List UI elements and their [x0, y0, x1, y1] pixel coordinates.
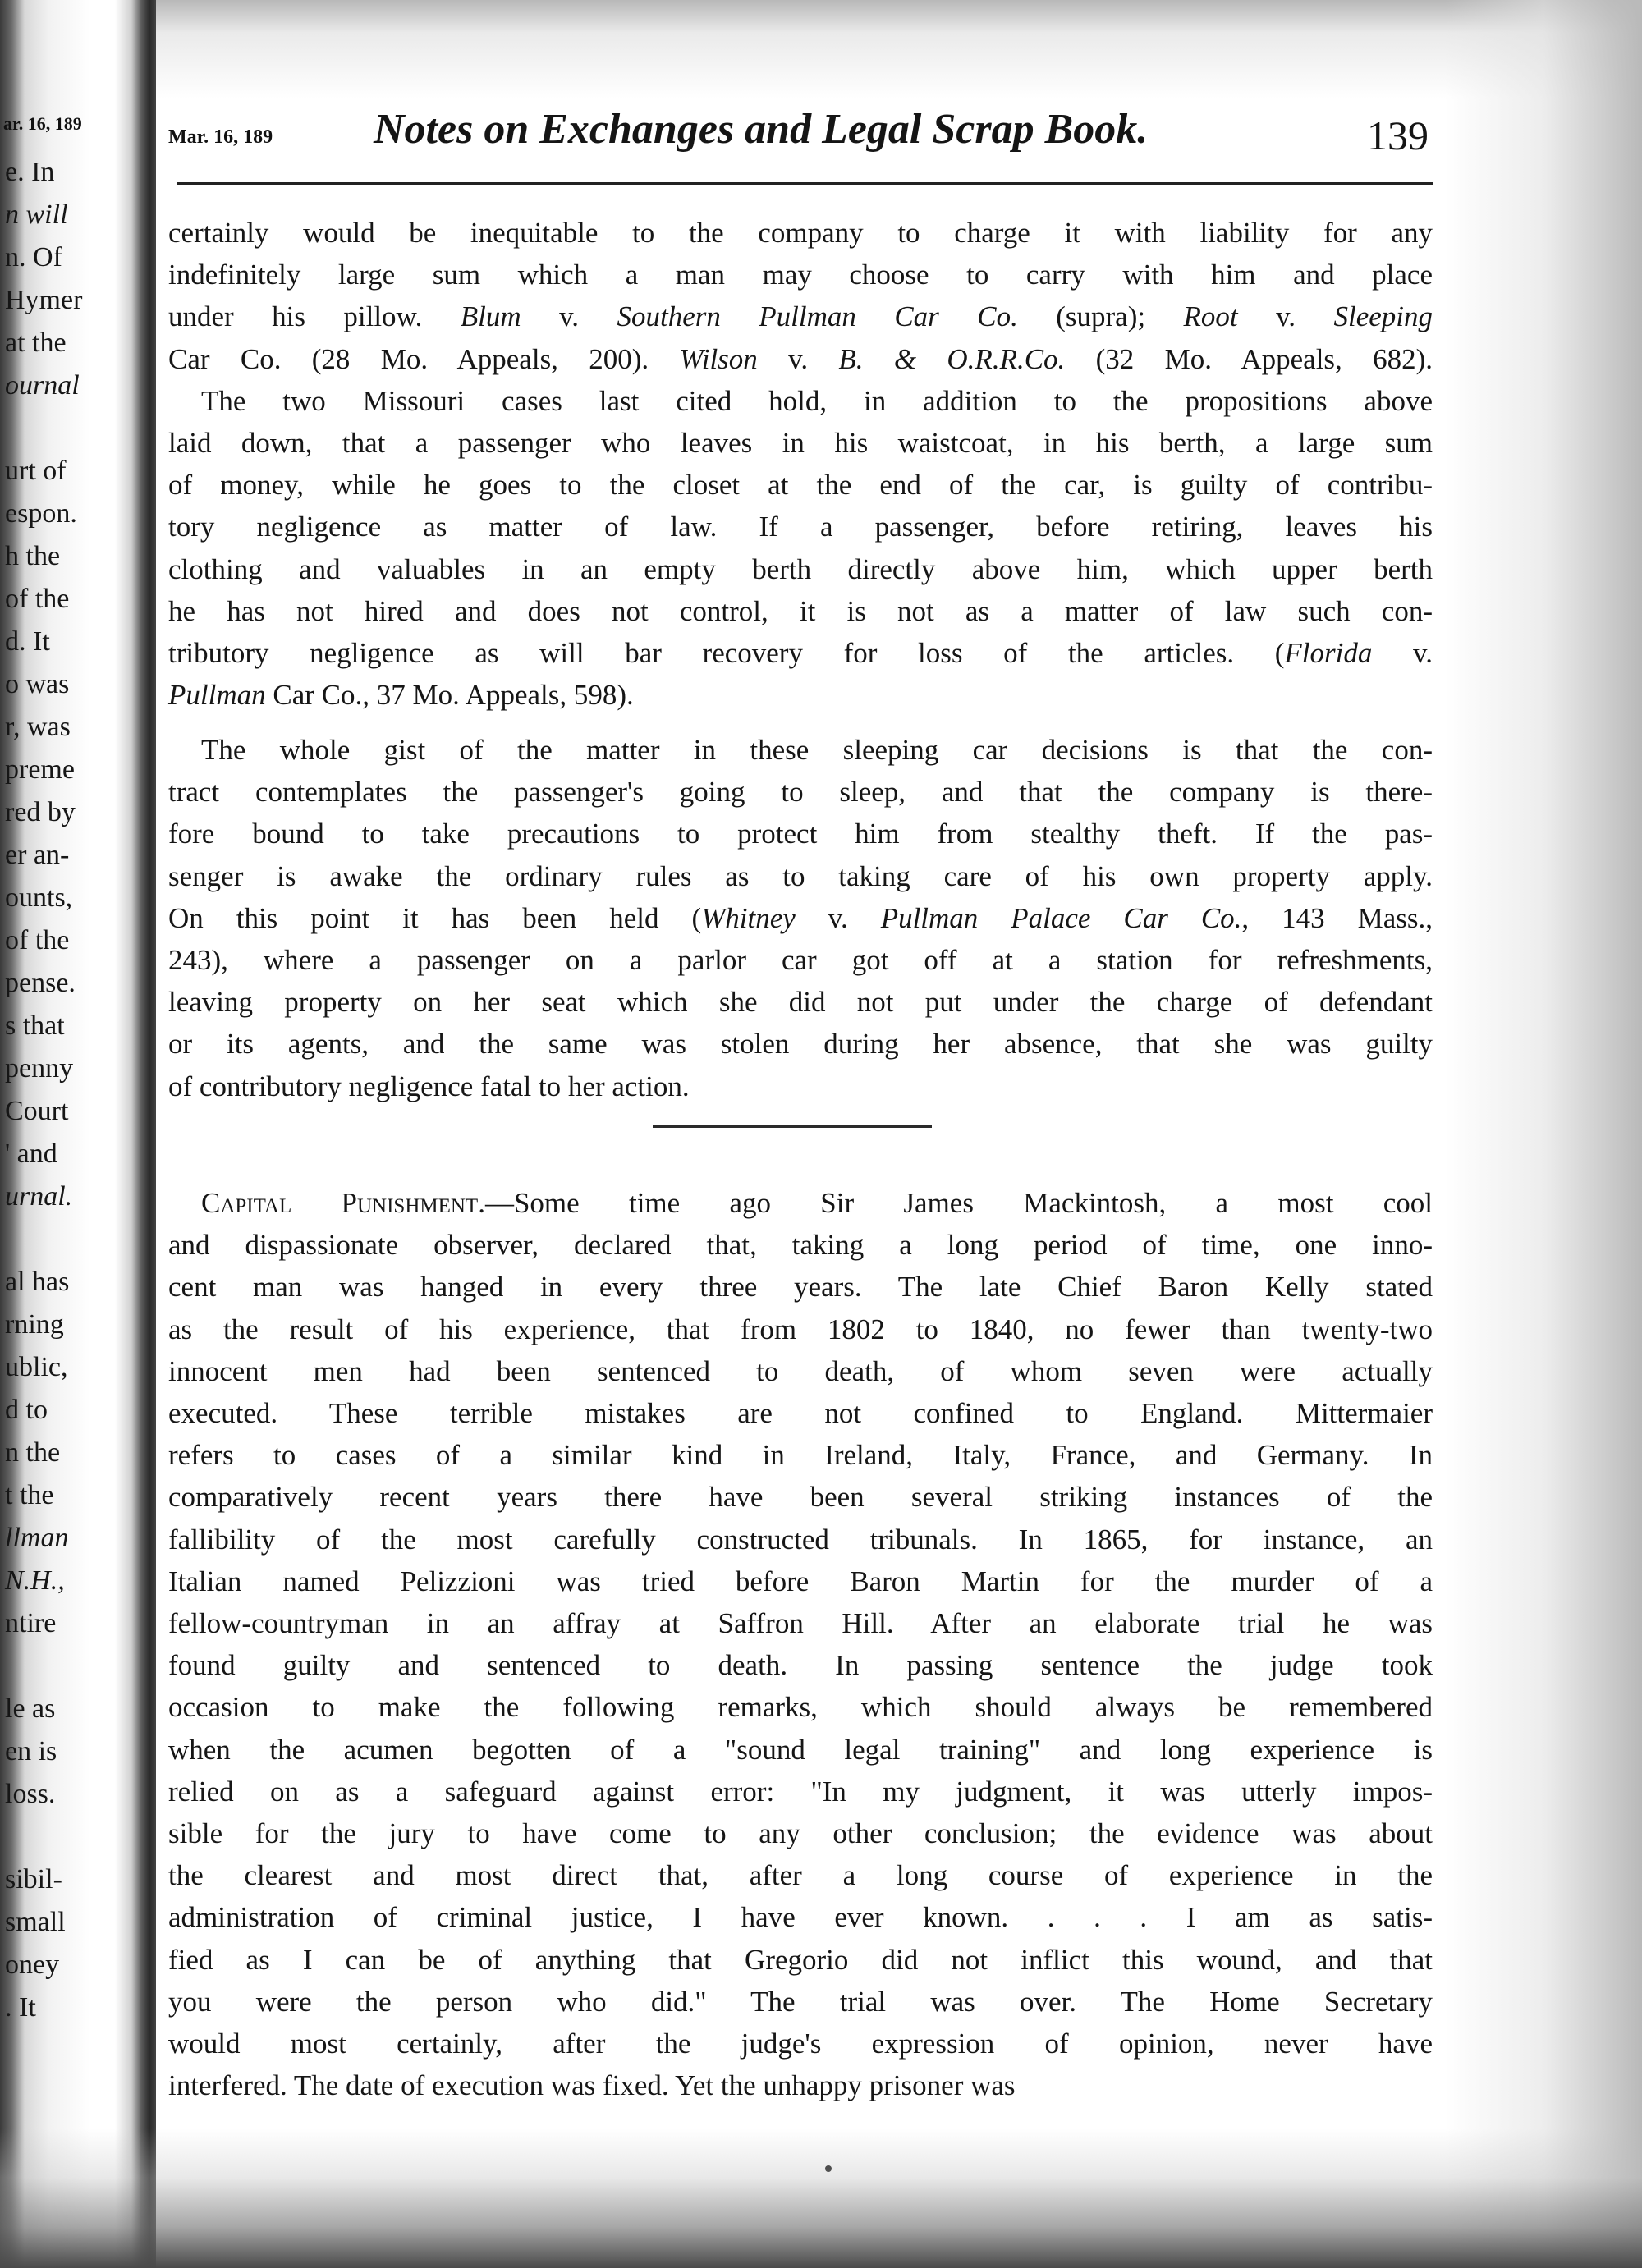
text-line: Italian named Pelizzioni was tried before Baron Martin for the murder of a	[168, 1565, 1433, 1597]
sleeping-car-paragraph	[168, 212, 1433, 716]
previous-page-line: espon.	[5, 498, 77, 529]
text-run: v.	[1237, 300, 1334, 333]
text-line: and dispassionate observer, declared that, taking a long period of time, one inno-	[168, 1229, 1433, 1262]
text-run: (supra);	[1017, 300, 1184, 333]
case-name: Florida	[1284, 637, 1373, 670]
previous-page-line: at the	[5, 328, 67, 358]
case-name: Blum	[460, 300, 521, 333]
text-line: leaving property on her seat which she did not put under the charge of defendant	[168, 986, 1433, 1019]
text-line: fellow-countryman in an affray at Saffron Hill. After an elaborate trial he was	[168, 1607, 1433, 1640]
previous-page-line: ublic,	[5, 1352, 68, 1382]
text-line: of money, while he goes to the closet at the end of the car, is guilty of contribu-	[168, 469, 1433, 502]
case-name: Sleeping	[1333, 300, 1433, 333]
text-run: under his pillow.	[168, 300, 423, 333]
text-line: administration of criminal justice, I have ever known. . . . I am as satis-	[168, 1901, 1433, 1934]
previous-page-line: pense.	[5, 968, 76, 998]
running-head-date: Mar. 16, 189	[168, 126, 273, 148]
previous-page-line: oney	[5, 1950, 60, 1980]
text-line: of contributory negligence fatal to her action.	[168, 1070, 690, 1102]
previous-page-header: ar. 16, 189	[3, 113, 82, 134]
text-line: interfered. The date of execution was fixed. Yet the unhappy prisoner was	[168, 2069, 1016, 2102]
previous-page-line: t the	[5, 1480, 54, 1510]
capital-punishment-article	[168, 1182, 1433, 2106]
previous-page-line: ournal	[5, 370, 80, 401]
previous-page-line: n. Of	[5, 242, 62, 273]
text-line: tory negligence as matter of law. If a passenger, before retiring, leaves his	[168, 511, 1433, 543]
text-line	[168, 674, 1433, 716]
text-line: you were the person who did." The trial was over. The Home Secretary	[168, 1985, 1433, 2018]
previous-page-line: of the	[5, 584, 70, 614]
previous-page-line: urnal.	[5, 1181, 73, 1212]
previous-page-line: small	[5, 1907, 66, 1937]
text-line: cent man was hanged in every three years. The late Chief Baron Kelly stated	[168, 1271, 1433, 1304]
text-line: The two Missouri cases last cited hold, in addition to the propositions above	[201, 384, 1433, 417]
text-line: as the result of his experience, that from 1802 to 1840, no fewer than twenty-two	[168, 1313, 1433, 1345]
text-line: would most certainly, after the judge's expression of opinion, never have	[168, 2027, 1433, 2060]
text-run: Car Co. (28 Mo. Appeals, 200).	[168, 342, 649, 375]
previous-page-line: . It	[5, 1992, 36, 2023]
previous-page-line: n the	[5, 1437, 61, 1468]
text-run: (	[1274, 637, 1285, 670]
text-run: tributory negligence as will bar recovery for loss of the articles.	[168, 637, 1235, 670]
text-line: when the acumen begotten of a "sound legal training" and long experience is	[168, 1733, 1433, 1766]
text-run: v.	[795, 901, 881, 934]
text-line	[168, 632, 1433, 674]
previous-page-line: preme	[5, 754, 75, 785]
article-heading: Capital Punishment.	[201, 1187, 485, 1219]
previous-page-line: al has	[5, 1267, 70, 1297]
case-name: Pullman Palace Car Co.	[880, 901, 1242, 934]
text-line: laid down, that a passenger who leaves in his waistcoat, in his berth, a large sum	[168, 427, 1433, 460]
header-rule	[177, 182, 1433, 185]
book-page	[168, 0, 1433, 2268]
previous-page-line: loss.	[5, 1779, 56, 1809]
previous-page-line: e. In	[5, 157, 55, 187]
text-run: v.	[1372, 637, 1433, 670]
text-line: relied on as a safeguard against error: "In my judgment, it was utterly impos-	[168, 1775, 1433, 1808]
text-line	[168, 296, 1433, 337]
previous-page-line: urt of	[5, 456, 67, 486]
previous-page-line: rning	[5, 1309, 64, 1340]
text-line: the clearest and most direct that, after a long course of experience in the	[168, 1859, 1433, 1892]
previous-page-line: sibil-	[5, 1864, 62, 1895]
whole-gist-paragraph	[168, 729, 1433, 1107]
text-line: 243), where a passenger on a parlor car got off at a station for refreshments,	[168, 944, 1433, 977]
page-number: 139	[1367, 112, 1429, 158]
previous-page-line: r, was	[5, 712, 71, 742]
previous-page-line: ntire	[5, 1608, 57, 1638]
previous-page-line: ounts,	[5, 882, 73, 913]
text-line: innocent men had been sentenced to death, of whom seven were actually	[168, 1354, 1433, 1387]
section-divider	[653, 1125, 932, 1128]
case-name: Pullman	[168, 679, 266, 712]
previous-page-line: penny	[5, 1053, 74, 1084]
text-line: senger is awake the ordinary rules as to taking care of his own property apply.	[168, 859, 1433, 892]
case-name: Root	[1183, 300, 1238, 333]
scan-bottom-shadow	[0, 2128, 1642, 2268]
case-name: Southern Pullman Car Co.	[617, 300, 1018, 333]
previous-page-line: d to	[5, 1395, 48, 1425]
text-line: fallibility of the most carefully constructed tribunals. In 1865, for instance, an	[168, 1523, 1433, 1556]
previous-page-line: llman	[5, 1523, 69, 1553]
text-line	[168, 897, 1433, 939]
text-run: Car Co., 37 Mo. Appeals, 598).	[273, 679, 634, 712]
text-line: indefinitely large sum which a man may choose to carry with him and place	[168, 259, 1433, 291]
text-line: fied as I can be of anything that Gregorio did not inflict this wound, and that	[168, 1943, 1433, 1976]
text-line: found guilty and sentenced to death. In passing sentence the judge took	[168, 1649, 1433, 1682]
previous-page-line: Court	[5, 1096, 69, 1126]
case-name: B. & O.R.R.Co.	[838, 342, 1066, 375]
previous-page-line: o was	[5, 669, 70, 699]
text-line: he has not hired and does not control, it is not as a matter of law such con-	[168, 594, 1433, 627]
previous-page-line: red by	[5, 797, 76, 827]
previous-page-line: of the	[5, 925, 70, 955]
text-line: comparatively recent years there have been several striking instances of the	[168, 1481, 1433, 1514]
previous-page-line: Hymer	[5, 285, 83, 315]
running-head-title: Notes on Exchanges and Legal Scrap Book.	[374, 106, 1149, 153]
text-line: The whole gist of the matter in these sleeping car decisions is that the con-	[201, 734, 1433, 766]
previous-page-line: d. It	[5, 626, 50, 657]
text-run: —Some time ago Sir James Mackintosh, a most cool	[484, 1187, 1433, 1219]
previous-page-fragment	[0, 0, 123, 2268]
previous-page-line: en is	[5, 1736, 57, 1766]
text-line: certainly would be inequitable to the company to charge it with liability for any	[168, 217, 1433, 249]
text-run: On this point it has been held (	[168, 901, 702, 934]
text-line: occasion to make the following remarks, which should always be remembered	[168, 1691, 1433, 1724]
text-line: tract contemplates the passenger's going to sleep, and that the company is there-	[168, 776, 1433, 809]
text-run: v.	[757, 342, 839, 375]
case-name: Wilson	[679, 342, 758, 375]
previous-page-line: n will	[5, 199, 68, 230]
previous-page-line: h the	[5, 541, 61, 571]
previous-page-line: ' and	[5, 1139, 57, 1169]
text-run: , 143 Mass.,	[1241, 901, 1433, 934]
text-line: or its agents, and the same was stolen during her absence, that she was guilty	[168, 1028, 1433, 1061]
case-name: Whitney	[701, 901, 796, 934]
text-line	[168, 338, 1433, 380]
text-line: executed. These terrible mistakes are not confined to England. Mittermaier	[168, 1397, 1433, 1430]
text-line: refers to cases of a similar kind in Ireland, Italy, France, and Germany. In	[168, 1439, 1433, 1472]
previous-page-line: N.H.,	[5, 1565, 65, 1596]
previous-page-line: er an-	[5, 840, 70, 870]
previous-page-line: le as	[5, 1693, 56, 1724]
text-run: (32 Mo. Appeals, 682).	[1065, 342, 1433, 375]
text-line: fore bound to take precautions to protect him from stealthy theft. If the pas-	[168, 818, 1433, 850]
text-line: sible for the jury to have come to any other conclusion; the evidence was about	[168, 1817, 1433, 1850]
scan-right-shadow	[1445, 0, 1642, 2268]
text-run: v.	[521, 300, 617, 333]
previous-page-line: s that	[5, 1010, 65, 1041]
running-head	[168, 105, 1433, 158]
text-line: clothing and valuables in an empty berth directly above him, which upper berth	[168, 552, 1433, 585]
text-line	[168, 1182, 1433, 1224]
